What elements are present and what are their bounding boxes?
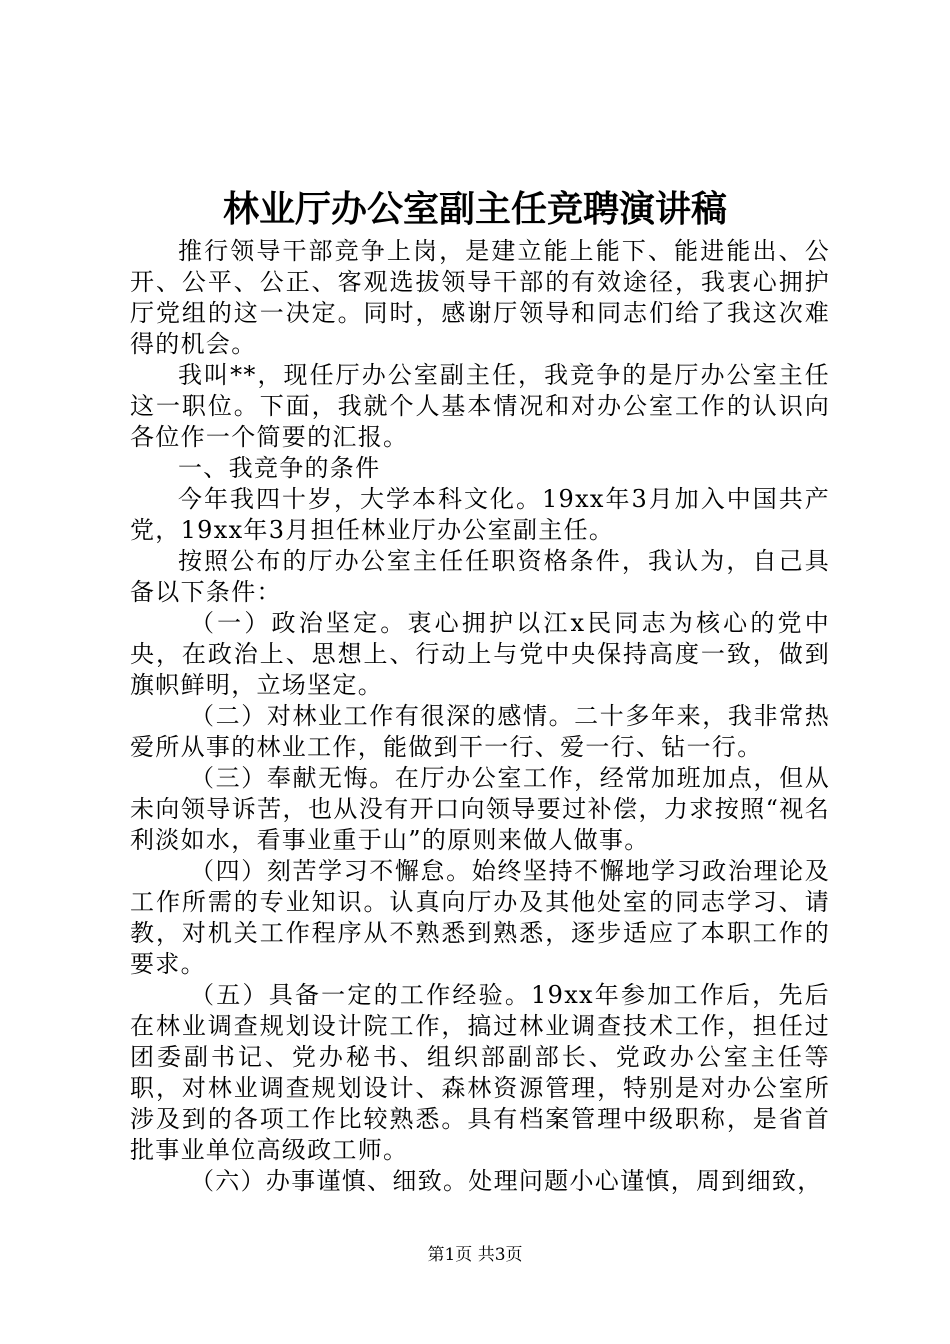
paragraph-item-4: （四）刻苦学习不懈怠。始终坚持不懈地学习政治理论及工作所需的专业知识。认真向厅办及其他处室的同志学习、请教，对机关工作程序从不熟悉到熟悉，逐步适应了本职工作的要求。 <box>130 857 830 978</box>
paragraph-item-5: （五）具备一定的工作经验。19xx年参加工作后，先后在林业调查规划设计院工作，搞过林业调查技术工作，担任过团委副书记、党办秘书、组织部副部长、党政办公室主任等职，对林业调查规划设计、森林资源管理，特别是对办公室所涉及到的各项工作比较熟悉。具有档案管理中级职称，是省首批事业单位高级政工师。 <box>130 981 830 1164</box>
page-number-footer: 第1页 共3页 <box>427 1245 523 1265</box>
paragraph-self-introduction: 我叫**，现任厅办公室副主任，我竞争的是厅办公室主任这一职位。下面，我就个人基本情况和对办公室工作的认识向各位作一个简要的汇报。 <box>130 361 830 451</box>
section-heading-conditions: 一、我竞争的条件 <box>178 454 381 482</box>
document-title: 林业厅办公室副主任竞聘演讲稿 <box>222 188 727 230</box>
paragraph-background: 今年我四十岁，大学本科文化。19xx年3月加入中国共产党，19xx年3月担任林业厅办公室副主任。 <box>130 485 830 544</box>
paragraph-item-6: （六）办事谨慎、细致。处理问题小心谨慎，周到细致， <box>190 1167 823 1195</box>
paragraph-intro: 推行领导干部竞争上岗，是建立能上能下、能进能出、公开、公平、公正、客观选拔领导干部的有效途径，我衷心拥护厅党组的这一决定。同时，感谢厅领导和同志们给了我这次难得的机会。 <box>130 237 830 358</box>
document-body <box>130 236 830 1197</box>
paragraph-item-1: （一）政治坚定。衷心拥护以江x民同志为核心的党中央，在政治上、思想上、行动上与党中央保持高度一致，做到旗帜鲜明，立场坚定。 <box>130 609 830 699</box>
paragraph-qualifications: 按照公布的厅办公室主任任职资格条件，我认为，自己具备以下条件： <box>130 547 830 606</box>
paragraph-item-3: （三）奉献无悔。在厅办公室工作，经常加班加点，但从未向领导诉苦，也从没有开口向领导要过补偿，力求按照“视名利淡如水，看事业重于山”的原则来做人做事。 <box>130 764 830 854</box>
paragraph-item-2: （二）对林业工作有很深的感情。二十多年来，我非常热爱所从事的林业工作，能做到干一行、爱一行、钻一行。 <box>130 702 830 761</box>
